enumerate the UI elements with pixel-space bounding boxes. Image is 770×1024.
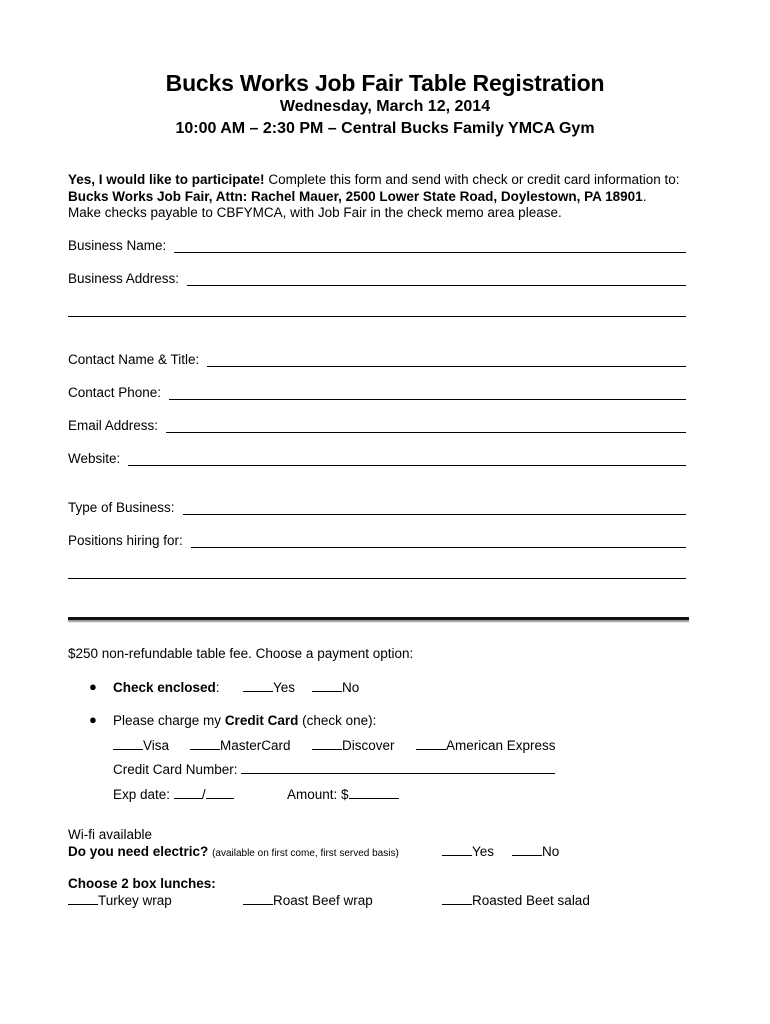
card-number-line[interactable] <box>241 762 555 774</box>
contact-name-label: Contact Name & Title: <box>68 352 200 367</box>
lunch-option-turkey[interactable] <box>68 893 172 908</box>
wifi-note: Wi-fi available <box>68 827 153 842</box>
card-option-amex[interactable] <box>416 738 556 753</box>
lunch-option-beet-salad[interactable] <box>442 893 590 908</box>
positions-label: Positions hiring for: <box>68 533 183 548</box>
visa-blank[interactable] <box>113 738 143 750</box>
contact-phone-label: Contact Phone: <box>68 385 162 400</box>
mailing-address: Bucks Works Job Fair, Attn: Rachel Mauer, 2500 Lower State Road, Doylestown, PA 18901 <box>68 188 643 204</box>
beet-salad-label: Roasted Beet salad <box>472 893 590 908</box>
beet-salad-blank[interactable] <box>442 893 472 905</box>
electric-no-label: No <box>542 844 560 859</box>
check-yes-option[interactable] <box>243 680 295 695</box>
form-title: Bucks Works Job Fair Table Registration <box>165 70 605 96</box>
roast-beef-blank[interactable] <box>243 893 273 905</box>
amount-field[interactable] <box>287 787 399 802</box>
contact-name-field[interactable] <box>68 349 686 367</box>
card-number-label: Credit Card Number: <box>113 762 238 777</box>
check-no-option[interactable] <box>312 680 359 695</box>
credit-card-prompt <box>113 713 376 728</box>
intro-lead-rest: Complete this form and send with check or credit card information to: <box>264 172 680 187</box>
exp-date-label: Exp date: <box>113 787 171 802</box>
type-of-business-line[interactable] <box>183 496 686 515</box>
card-option-discover[interactable] <box>312 738 395 753</box>
check-yes-label: Yes <box>273 680 296 695</box>
discover-blank[interactable] <box>312 738 342 750</box>
check-no-blank[interactable] <box>312 680 342 692</box>
exp-year-line[interactable] <box>206 787 234 799</box>
contact-phone-field[interactable] <box>68 382 686 400</box>
check-yes-blank[interactable] <box>243 680 273 692</box>
electric-question: Do you need electric? <box>68 844 209 859</box>
type-of-business-field[interactable] <box>68 497 686 515</box>
business-address-field[interactable] <box>68 268 686 286</box>
email-line[interactable] <box>166 414 686 433</box>
roast-beef-label: Roast Beef wrap <box>273 893 373 908</box>
electric-yes-label: Yes <box>472 844 495 859</box>
mastercard-label: MasterCard <box>220 738 291 753</box>
event-time-location: 10:00 AM – 2:30 PM – Central Bucks Family YMCA Gym <box>175 120 595 137</box>
electric-no-blank[interactable] <box>512 844 542 856</box>
discover-label: Discover <box>342 738 395 753</box>
check-enclosed-label: Check enclosed <box>113 680 216 695</box>
bullet-icon: ● <box>89 679 97 694</box>
business-name-label: Business Name: <box>68 238 167 253</box>
credit-card-suffix: (check one): <box>298 713 377 728</box>
card-option-visa[interactable] <box>113 738 169 753</box>
turkey-blank[interactable] <box>68 893 98 905</box>
email-label: Email Address: <box>68 418 159 433</box>
amount-label: Amount: $ <box>287 787 349 802</box>
fee-text: $250 non-refundable table fee. Choose a payment option: <box>68 646 414 661</box>
contact-name-line[interactable] <box>207 348 686 367</box>
business-address-line-2[interactable] <box>68 316 686 317</box>
section-divider <box>68 617 689 620</box>
card-number-field[interactable] <box>113 762 555 777</box>
credit-card-prefix: Please charge my <box>113 713 225 728</box>
email-field[interactable] <box>68 415 686 433</box>
website-field[interactable] <box>68 448 686 466</box>
amount-line[interactable] <box>349 787 399 799</box>
mailing-address-end: . <box>642 188 647 204</box>
event-date: Wednesday, March 12, 2014 <box>279 98 491 115</box>
mastercard-blank[interactable] <box>190 738 220 750</box>
check-no-label: No <box>342 680 360 695</box>
visa-label: Visa <box>143 738 170 753</box>
intro-lead: Yes, I would like to participate! <box>68 172 265 187</box>
contact-phone-line[interactable] <box>169 381 686 400</box>
electric-note: (available on first come, first served basis) <box>212 848 399 859</box>
bullet-icon: ● <box>89 712 97 727</box>
type-of-business-label: Type of Business: <box>68 500 175 515</box>
intro-paragraph <box>68 172 708 222</box>
electric-yes-option[interactable] <box>442 844 494 859</box>
lunch-option-roast-beef[interactable] <box>243 893 373 908</box>
credit-card-bold: Credit Card <box>224 713 299 728</box>
turkey-label: Turkey wrap <box>98 893 172 908</box>
exp-date-separator: / <box>201 787 206 802</box>
business-address-label: Business Address: <box>68 271 180 286</box>
positions-line[interactable] <box>191 529 686 548</box>
website-label: Website: <box>68 451 121 466</box>
amex-blank[interactable] <box>416 738 446 750</box>
website-line[interactable] <box>128 447 686 466</box>
positions-field[interactable] <box>68 530 686 548</box>
check-enclosed-colon: : <box>215 680 220 695</box>
business-name-line[interactable] <box>174 234 686 253</box>
business-address-line[interactable] <box>187 267 686 286</box>
exp-date-field[interactable] <box>113 787 234 802</box>
card-option-mastercard[interactable] <box>190 738 291 753</box>
positions-line-2[interactable] <box>68 578 686 579</box>
amex-label: American Express <box>446 738 556 753</box>
electric-yes-blank[interactable] <box>442 844 472 856</box>
electric-no-option[interactable] <box>512 844 559 859</box>
check-enclosed-option <box>113 680 220 695</box>
electric-question-row <box>68 844 399 859</box>
lunch-heading: Choose 2 box lunches: <box>68 876 216 891</box>
exp-month-line[interactable] <box>174 787 202 799</box>
business-name-field[interactable] <box>68 235 686 253</box>
checks-note: Make checks payable to CBFYMCA, with Job Fair in the check memo area please. <box>68 205 562 220</box>
